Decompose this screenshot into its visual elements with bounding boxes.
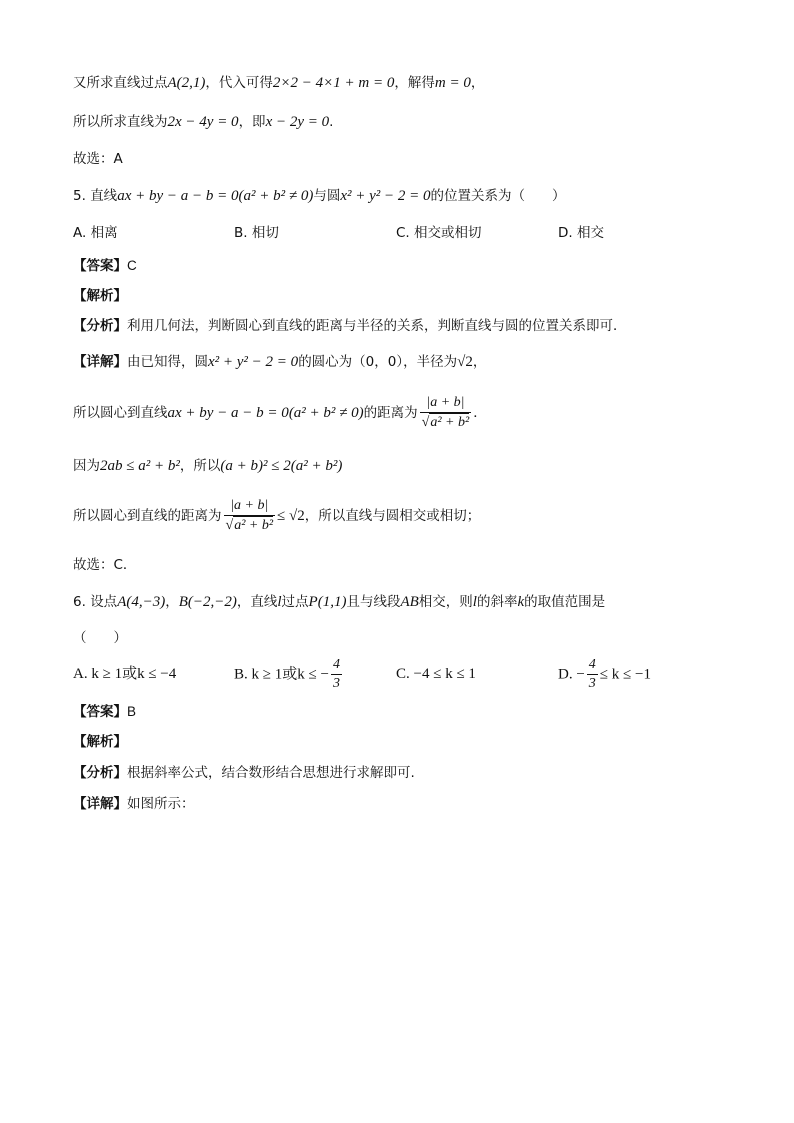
math-circle-equation: x² + y² − 2 = 0 xyxy=(340,188,431,204)
math-equation: 2×2 − 4×1 + m = 0 xyxy=(272,75,395,91)
fraction-denominator: √a² + b² xyxy=(225,518,274,533)
math-line-l: l xyxy=(277,594,282,610)
answer-value: C xyxy=(127,258,137,273)
math-circle-equation: x² + y² − 2 = 0 xyxy=(208,354,299,370)
text: 且与线段 xyxy=(346,594,401,610)
text: 相交，则 xyxy=(418,594,473,610)
distance-fraction xyxy=(420,394,472,432)
text: 与圆 xyxy=(313,188,341,204)
text: 所以圆心到直线 xyxy=(73,405,168,421)
text: 所以圆心到直线的距离为 xyxy=(73,508,222,524)
answer-label: 【答案】 xyxy=(73,258,127,274)
answer-line xyxy=(73,702,136,722)
detail-line-2 xyxy=(73,393,487,433)
question-number: 5. xyxy=(73,188,86,204)
question-6-paren: （ ） xyxy=(73,630,127,646)
option-c xyxy=(396,664,476,684)
solution-line-1 xyxy=(73,73,484,93)
text: ，即 xyxy=(238,114,266,130)
text: 又所求直线过点 xyxy=(73,75,168,91)
text: 的取值范围是 xyxy=(524,594,606,610)
text: ，所以直线与圆相交或相切； xyxy=(304,508,481,524)
fenxi-line xyxy=(73,316,627,336)
question-5-stem xyxy=(73,186,566,206)
detail-heading: 【详解】 xyxy=(73,354,127,370)
text: ， xyxy=(165,594,179,610)
text: 的位置关系为（ ） xyxy=(430,188,566,204)
math-inequality: 2ab ≤ a² + b² xyxy=(100,458,180,474)
text: 直线 xyxy=(90,188,118,204)
analysis-label xyxy=(73,732,127,752)
math-equation: 2x − 4y = 0 xyxy=(167,114,239,130)
math-equation: x − 2y = 0 xyxy=(265,114,330,130)
text: 设点 xyxy=(90,594,118,610)
option-d-text: D. − xyxy=(558,666,585,683)
text: ，解得 xyxy=(394,75,435,91)
detail-heading: 【详解】 xyxy=(73,796,127,812)
option-b-text: B. k ≥ 1或k ≤ − xyxy=(234,666,329,683)
fraction-denominator: 3 xyxy=(588,676,596,691)
option-a xyxy=(73,664,176,684)
sqrt-content: a² + b² xyxy=(430,415,470,430)
distance-fraction xyxy=(224,497,276,535)
detail-line-4 xyxy=(73,496,480,536)
math-line-equation: ax + by − a − b = 0 xyxy=(167,405,289,421)
fraction-denominator: 3 xyxy=(332,676,340,691)
math-point-a: A(2,1) xyxy=(167,75,206,91)
math-point-b: B(−2,−2) xyxy=(178,594,237,610)
fenxi-heading: 【分析】 xyxy=(73,318,127,334)
option-b-fraction xyxy=(331,656,342,693)
text: ． xyxy=(473,405,487,421)
option-b xyxy=(234,656,344,693)
text: ，代入可得 xyxy=(205,75,273,91)
fenxi-line xyxy=(73,763,415,783)
text: 过点 xyxy=(281,594,309,610)
text: 因为 xyxy=(73,458,100,474)
option-a-text: A. k ≥ 1或k ≤ −4 xyxy=(73,666,177,682)
fraction-numerator: |a + b| xyxy=(420,394,472,413)
option-d: D. 相交 xyxy=(558,225,604,241)
answer-value: B xyxy=(127,704,137,719)
fraction-numerator: 4 xyxy=(587,656,598,675)
text: 的圆心为（0，0），半径为 xyxy=(298,354,458,370)
math-radius: √2 xyxy=(457,354,473,370)
question-6-stem xyxy=(73,592,605,612)
math-line-equation: ax + by − a − b = 0 xyxy=(117,188,239,204)
fenxi-heading: 【分析】 xyxy=(73,765,127,781)
analysis-heading: 【解析】 xyxy=(73,734,127,750)
fenxi-text: 根据斜率公式，结合数形结合思想进行求解即可. xyxy=(127,765,415,781)
text: ，所以 xyxy=(179,458,221,474)
text: 所以所求直线为 xyxy=(73,114,168,130)
math-condition: (a² + b² ≠ 0) xyxy=(238,188,314,204)
option-d xyxy=(558,656,651,693)
math-point-p: P(1,1) xyxy=(308,594,347,610)
math-segment: AB xyxy=(400,594,419,610)
fraction-numerator: |a + b| xyxy=(224,497,276,516)
detail-text: 如图所示： xyxy=(127,796,195,812)
sqrt-content: a² + b² xyxy=(234,518,274,533)
text: 的距离为 xyxy=(363,405,418,421)
solution-line-2 xyxy=(73,112,333,132)
question-number: 6. xyxy=(73,594,86,610)
math-result: m = 0 xyxy=(434,75,471,91)
math-point-a: A(4,−3) xyxy=(117,594,166,610)
fenxi-text: 利用几何法，判断圆心到直线的距离与半径的关系，判断直线与圆的位置关系即可． xyxy=(127,318,627,334)
text: 的斜率 xyxy=(476,594,518,610)
text: 由已知得，圆 xyxy=(127,354,208,370)
math-inequality: ≤ √2 xyxy=(277,508,305,524)
detail-line xyxy=(73,794,195,814)
fraction-denominator: √a² + b² xyxy=(421,415,470,430)
math-line-l: l xyxy=(472,594,477,610)
math-slope: k xyxy=(517,594,525,610)
option-a: A. 相离 xyxy=(73,225,118,241)
answer-label: 【答案】 xyxy=(73,704,127,720)
detail-line-1 xyxy=(73,352,486,372)
option-c: C. 相交或相切 xyxy=(396,225,482,241)
option-d-fraction xyxy=(587,656,598,693)
text: ， xyxy=(470,75,485,91)
choose-line: 故选：A xyxy=(73,151,123,167)
analysis-label xyxy=(73,286,127,306)
detail-line-3 xyxy=(73,456,342,476)
math-condition: (a² + b² ≠ 0) xyxy=(288,405,364,421)
text: . xyxy=(329,114,334,130)
math-inequality: (a + b)² ≤ 2(a² + b²) xyxy=(220,458,343,474)
option-c-text: C. −4 ≤ k ≤ 1 xyxy=(396,666,476,682)
text: ，直线 xyxy=(236,594,278,610)
fraction-numerator: 4 xyxy=(331,656,342,675)
answer-line xyxy=(73,256,137,276)
text: ， xyxy=(472,354,487,370)
choose-line: 故选：C． xyxy=(73,557,137,573)
option-b: B. 相切 xyxy=(234,225,279,241)
analysis-heading: 【解析】 xyxy=(73,288,127,304)
option-d-text-end: ≤ k ≤ −1 xyxy=(599,666,651,683)
